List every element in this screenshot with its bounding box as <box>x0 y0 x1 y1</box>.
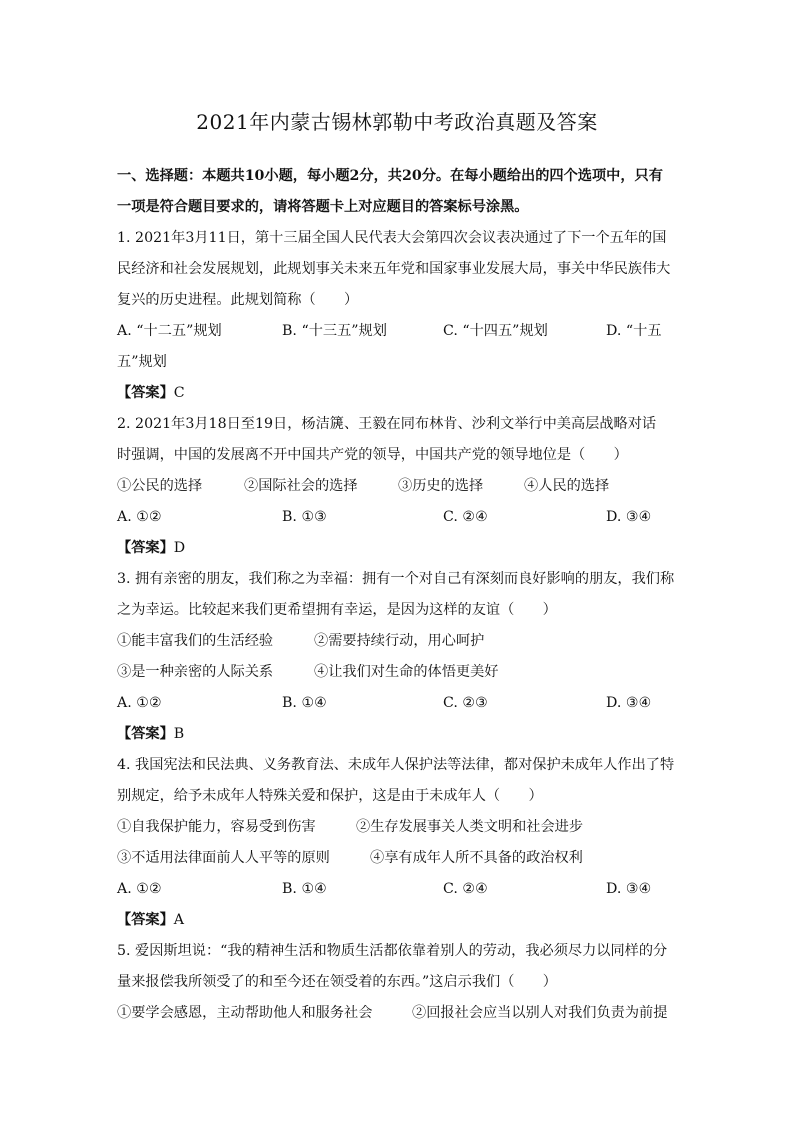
answer-label: 【答案】 <box>117 385 174 401</box>
question-2-option-a: A. ①② <box>117 509 162 525</box>
answer-value: A <box>173 912 185 928</box>
section-instructions-line-1: 一、选择题：本题共10小题，每小题2分，共20分。在每小题给出的四个选项中，只有 <box>117 168 663 184</box>
question-3-option-a: A. ①② <box>117 695 162 711</box>
question-1-line-2: 民经济和社会发展规划，此规划事关未来五年党和国家事业发展大局，事关中华民族伟大 <box>117 261 671 277</box>
question-5-line-1: 5. 爱因斯坦说：“我的精神生活和物质生活都依靠着别人的劳动，我必须尽力以同样的分 <box>117 943 668 959</box>
section-instructions-line-2: 一项是符合题目要求的，请将答题卡上对应题目的答案标号涂黑。 <box>117 199 529 215</box>
question-4-item-4: ④享有成年人所不具备的政治权利 <box>370 850 583 866</box>
question-1-line-3: 复兴的历史进程。此规划简称（ ） <box>117 292 359 308</box>
question-1-answer <box>117 383 185 403</box>
question-4-item-1: ①自我保护能力，容易受到伤害 <box>117 819 316 835</box>
question-2-option-d: D. ③④ <box>606 509 652 525</box>
question-3-item-1: ①能丰富我们的生活经验 <box>117 633 274 649</box>
question-5-line-2: 量来报偿我所领受了的和至今还在领受着的东西。”这启示我们（ ） <box>117 974 557 990</box>
question-3-item-3: ③是一种亲密的人际关系 <box>117 664 274 680</box>
question-1-option-a: A. “十二五”规划 <box>117 323 222 339</box>
question-4-answer <box>117 910 184 930</box>
question-3-line-2: 之为幸运。比较起来我们更希望拥有幸运，是因为这样的友谊（ ） <box>117 602 557 618</box>
question-4-option-a: A. ①② <box>117 881 162 897</box>
question-1-line-1: 1. 2021年3月11日，第十三届全国人民代表大会第四次会议表决通过了下一个五年的国 <box>117 230 667 246</box>
question-2-line-1: 2. 2021年3月18日至19日，杨洁篪、王毅在同布林肯、沙利文举行中美高层战略对话 <box>117 416 657 432</box>
question-2-item-4: ④人民的选择 <box>524 478 610 494</box>
answer-value: C <box>173 385 185 401</box>
question-4-item-2: ②生存发展事关人类文明和社会进步 <box>356 819 584 835</box>
question-2-answer <box>117 538 185 558</box>
question-2-item-1: ①公民的选择 <box>117 478 203 494</box>
answer-value: D <box>173 540 186 556</box>
question-3-item-4: ④让我们对生命的体悟更美好 <box>314 664 499 680</box>
page-title: 2021年内蒙古锡林郭勒中考政治真题及答案 <box>196 110 598 134</box>
question-3-option-c: C. ②③ <box>443 695 488 711</box>
question-3-option-d: D. ③④ <box>606 695 652 711</box>
question-3-option-b: B. ①④ <box>282 695 327 711</box>
question-4-option-b: B. ①④ <box>282 881 327 897</box>
question-1-option-d: D. “十五 <box>606 323 662 339</box>
answer-label: 【答案】 <box>117 726 174 742</box>
question-5-item-1: ①要学会感恩，主动帮助他人和服务社会 <box>117 1005 373 1021</box>
question-2-line-2: 时强调，中国的发展离不开中国共产党的领导，中国共产党的领导地位是（ ） <box>117 447 628 463</box>
question-3-item-2: ②需要持续行动，用心呵护 <box>314 633 485 649</box>
question-1-option-b: B. “十三五”规划 <box>282 323 387 339</box>
question-3-line-1: 3. 拥有亲密的朋友，我们称之为幸福：拥有一个对自己有深刻而良好影响的朋友，我们称 <box>117 571 675 587</box>
question-4-line-2: 别规定，给予未成年人特殊关爱和保护，这是由于未成年人（ ） <box>117 788 543 804</box>
question-1-option-c: C. “十四五”规划 <box>443 323 548 339</box>
question-4-option-c: C. ②④ <box>443 881 488 897</box>
question-2-item-2: ②国际社会的选择 <box>244 478 358 494</box>
question-4-item-3: ③不适用法律面前人人平等的原则 <box>117 850 330 866</box>
question-1-option-d-continued: 五”规划 <box>117 354 167 370</box>
answer-label: 【答案】 <box>117 540 174 556</box>
question-2-option-b: B. ①③ <box>282 509 327 525</box>
question-4-option-d: D. ③④ <box>606 881 652 897</box>
answer-label: 【答案】 <box>117 912 174 928</box>
question-2-item-3: ③历史的选择 <box>398 478 484 494</box>
question-5-item-2: ②回报社会应当以别人对我们负责为前提 <box>412 1005 668 1021</box>
question-4-line-1: 4. 我国宪法和民法典、义务教育法、未成年人保护法等法律，都对保护未成年人作出了特 <box>117 757 675 773</box>
answer-value: B <box>173 726 185 742</box>
question-2-option-c: C. ②④ <box>443 509 488 525</box>
question-3-answer <box>117 724 184 744</box>
